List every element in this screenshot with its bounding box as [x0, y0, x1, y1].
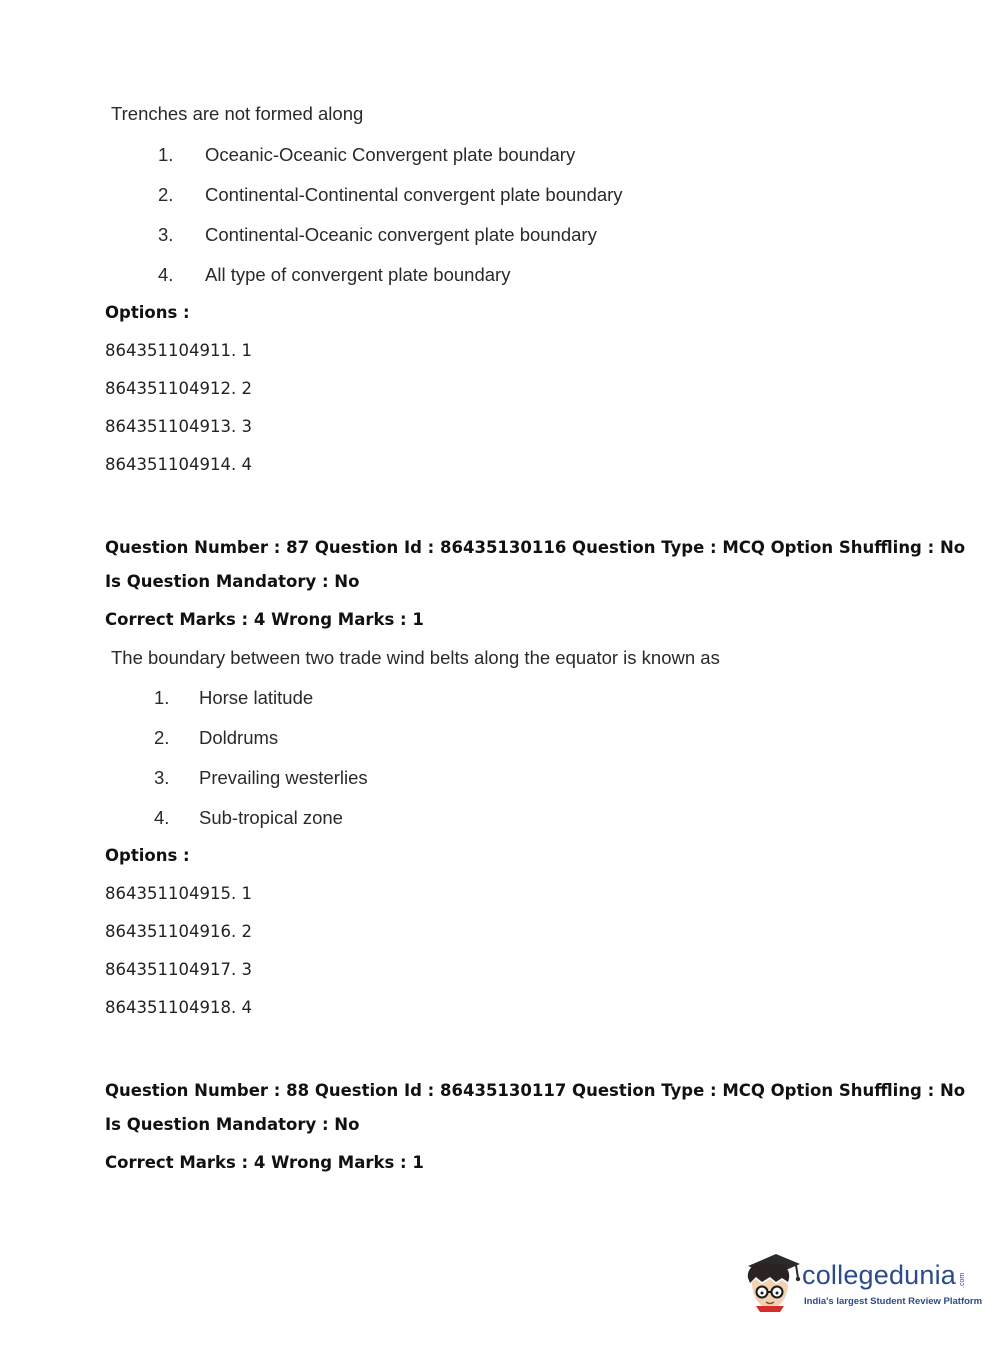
mascot-icon [742, 1248, 802, 1314]
option-item: 864351104915. 1 [105, 884, 252, 903]
choice-number: 3. [158, 224, 174, 245]
option-item: 864351104917. 3 [105, 960, 252, 979]
choice-text: All type of convergent plate boundary [205, 264, 511, 285]
option-item: 864351104911. 1 [105, 341, 252, 360]
question-marks: Correct Marks : 4 Wrong Marks : 1 [105, 610, 424, 629]
question-stem: The boundary between two trade wind belts along the equator is known as [111, 647, 720, 668]
collegedunia-logo [742, 1248, 983, 1318]
question-mandatory: Is Question Mandatory : No [105, 572, 360, 591]
question-header: Question Number : 87 Question Id : 86435130116 Question Type : MCQ Option Shuffling : No [105, 538, 966, 557]
option-item: 864351104913. 3 [105, 417, 252, 436]
choice-number: 2. [154, 727, 170, 748]
choice-number: 1. [158, 144, 174, 165]
choice-number: 3. [154, 767, 170, 788]
choice-text: Sub-tropical zone [199, 807, 343, 828]
option-item: 864351104914. 4 [105, 455, 252, 474]
choice-number: 4. [154, 807, 170, 828]
logo-tagline: India's largest Student Review Platform [804, 1296, 983, 1307]
choice-text: Doldrums [199, 727, 279, 748]
choice-text: Prevailing westerlies [199, 767, 368, 788]
option-item: 864351104912. 2 [105, 379, 252, 398]
option-item: 864351104916. 2 [105, 922, 252, 941]
choice-text: Continental-Oceanic convergent plate boundary [205, 224, 597, 245]
choice-text: Continental-Continental convergent plate boundary [205, 184, 623, 205]
choice-number: 1. [154, 687, 170, 708]
logo-suffix: .com [959, 1272, 966, 1288]
options-label: Options : [105, 303, 190, 322]
question-stem: Trenches are not formed along [111, 103, 364, 124]
options-label: Options : [105, 846, 190, 865]
choice-text: Horse latitude [199, 687, 314, 708]
question-mandatory: Is Question Mandatory : No [105, 1115, 360, 1134]
choice-number: 2. [158, 184, 174, 205]
choice-number: 4. [158, 264, 174, 285]
logo-name: collegedunia [802, 1260, 957, 1290]
question-marks: Correct Marks : 4 Wrong Marks : 1 [105, 1153, 424, 1172]
choice-text: Oceanic-Oceanic Convergent plate boundary [205, 144, 576, 165]
question-header: Question Number : 88 Question Id : 86435130117 Question Type : MCQ Option Shuffling : No [105, 1081, 966, 1100]
option-item: 864351104918. 4 [105, 998, 252, 1017]
